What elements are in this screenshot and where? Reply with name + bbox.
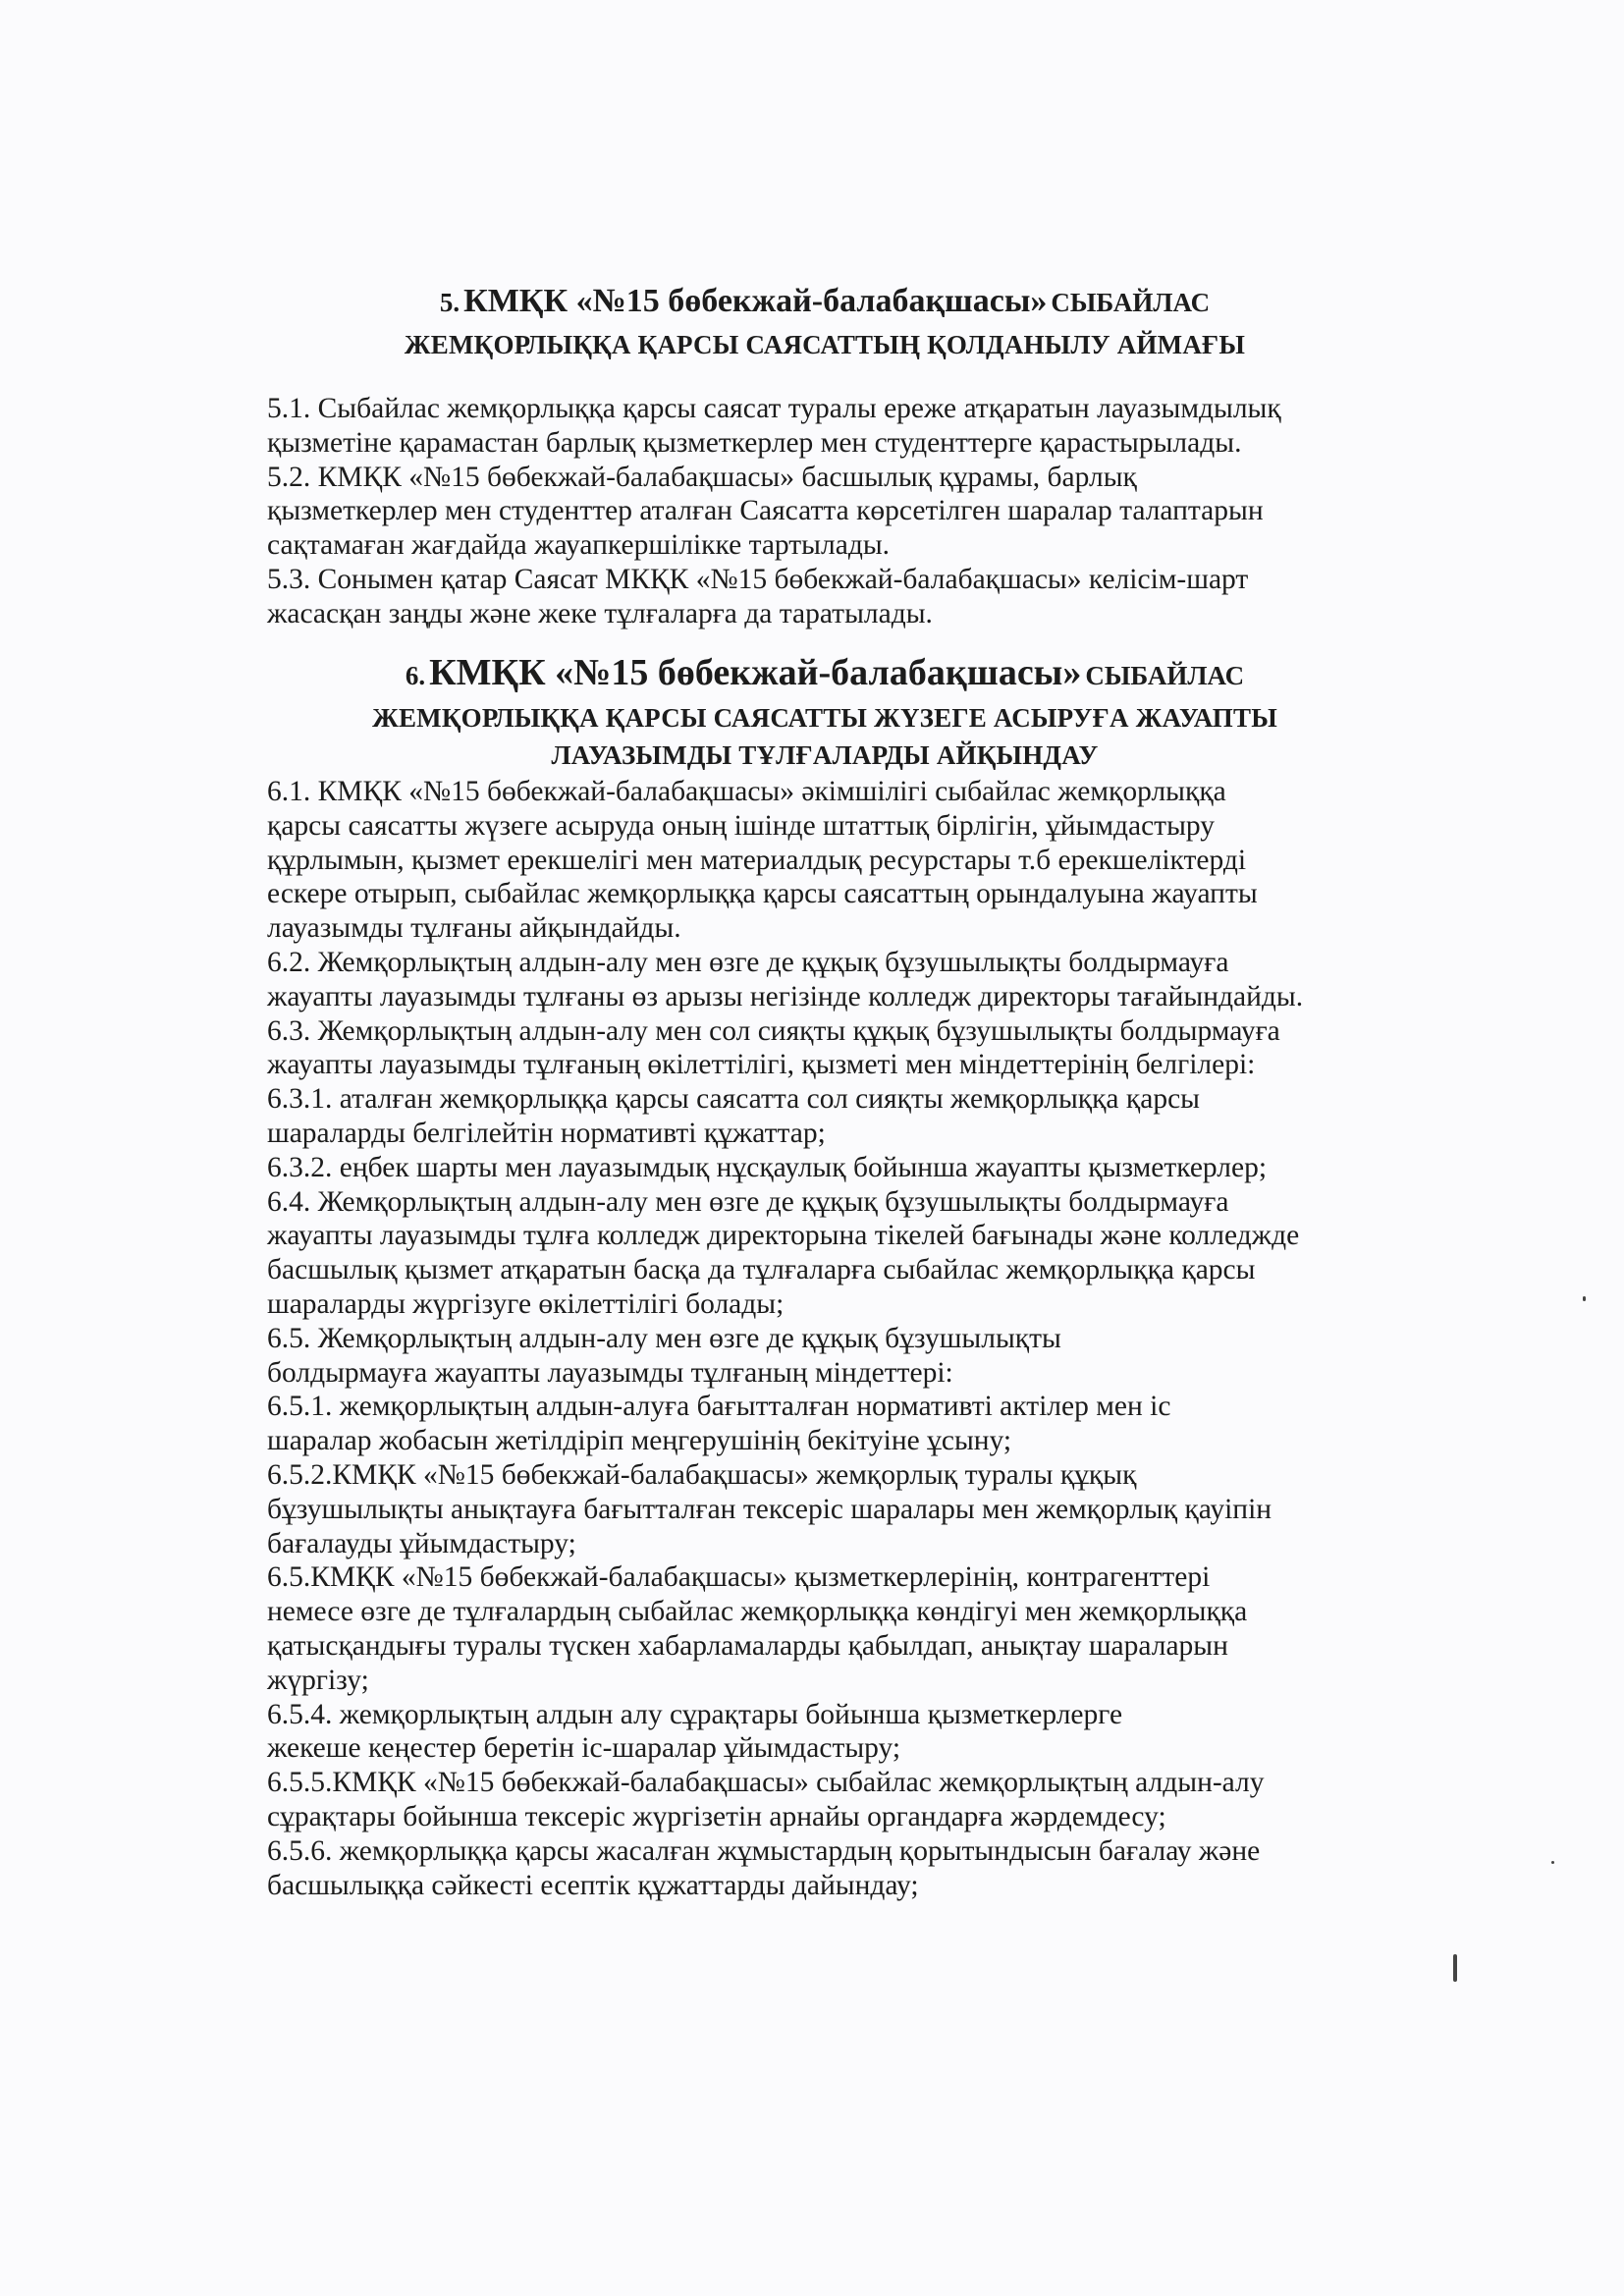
text-line: қатысқандығы туралы түскен хабарламаларды қабылдап, анықтау шараларын	[267, 1629, 1228, 1662]
text-line: сұрақтары бойынша тексеріс жүргізетін арнайы органдарға жәрдемдесу;	[267, 1800, 1166, 1832]
text-line: болдырмауға жауапты лауазымды тұлғаның міндеттері:	[267, 1356, 953, 1389]
text-line: 6.5.1. жемқорлықтың алдын-алуға бағытталған нормативті актілер мен іс	[267, 1391, 1171, 1423]
section-6-heading	[255, 654, 1394, 774]
text-line: 6.3.1. аталған жемқорлыққа қарсы саясатта сол сияқты жемқорлыққа қарсы	[267, 1083, 1200, 1116]
text-line: басшылық қызмет атқаратын басқа да тұлғаларға сыбайлас жемқорлыққа қарсы	[267, 1254, 1256, 1286]
text-line: 6.3.2. еңбек шарты мен лауазымдық нұсқаулық бойынша жауапты қызметкерлер;	[267, 1151, 1268, 1183]
text-line: 6.1. КМҚК «№15 бөбекжай-балабақшасы» әкімшілігі сыбайлас жемқорлыққа	[267, 776, 1226, 807]
section-6-heading-line2: ЖЕМҚОРЛЫҚҚА ҚАРСЫ САЯСАТТЫ ЖҮЗЕГЕ АСЫРУҒА ЖАУАПТЫ	[372, 703, 1277, 733]
text-line: жауапты лауазымды тұлғаның өкілеттілігі, қызметі мен міндеттерінің белгілері:	[267, 1049, 1256, 1081]
text-line: басшылыққа сәйкесті есептік құжаттарды дайындау;	[267, 1869, 919, 1901]
text-line: 6.5.5.КМҚК «№15 бөбекжай-балабақшасы» сыбайлас жемқорлықтың алдын-алу	[267, 1767, 1265, 1799]
section-5-heading	[255, 283, 1394, 363]
text-line: 6.3. Жемқорлықтың алдын-алу мен сол сияқты құқық бұзушылықты болдырмауға	[267, 1014, 1280, 1047]
section-6-heading-line3: ЛАУАЗЫМДЫ ТҰЛҒАЛАРДЫ АЙҚЫНДАУ	[551, 740, 1099, 770]
text-line: 6.5.6. жемқорлыққа қарсы жасалған жұмыстардың қорытындысын бағалау және	[267, 1834, 1261, 1867]
text-line: шараларды жүргізуге өкілеттілігі болады;	[267, 1287, 785, 1320]
text-line: 6.5. Жемқорлықтың алдын-алу мен өзге де құқық бұзушылықты	[267, 1322, 1061, 1354]
section-6-title: КМҚК «№15 бөбекжай-балабақшасы»	[429, 652, 1082, 693]
text-line: 5.1. Сыбайлас жемқорлыққа қарсы саясат туралы ереже атқаратын лауазымдылық	[267, 393, 1281, 424]
scan-speck	[1583, 1296, 1586, 1301]
text-line: қызметкерлер мен студенттер аталған Саясатта көрсетілген шаралар талаптарын	[267, 495, 1264, 527]
text-line: жекеше кеңестер беретін іс-шаралар ұйымдастыру;	[267, 1732, 901, 1765]
text-line: бұзушылықты анықтауға бағытталған тексеріс шаралары мен жемқорлық қауіпін	[267, 1493, 1272, 1525]
text-line: 6.5.КМҚК «№15 бөбекжай-балабақшасы» қызметкерлерінің, контрагенттері	[267, 1561, 1211, 1594]
scan-speck	[1551, 1861, 1554, 1864]
text-line: 5.3. Сонымен қатар Саясат МКҚК «№15 бөбекжай-балабақшасы» келісім-шарт	[267, 563, 1249, 595]
text-line: қызметіне қарамастан барлық қызметкерлер мен студенттерге қарастырылады.	[267, 426, 1242, 459]
text-line: 6.5.4. жемқорлықтың алдын алу сұрақтары бойынша қызметкерлерге	[267, 1698, 1123, 1730]
text-line: шаралар жобасын жетілдіріп меңгерушінің бекітуіне ұсыну;	[267, 1425, 1012, 1457]
section-5-number: 5.	[439, 288, 460, 317]
text-line: 6.4. Жемқорлықтың алдын-алу мен өзге де құқық бұзушылықты болдырмауға	[267, 1185, 1229, 1218]
text-line: сақтамаған жағдайда жауапкершілікке тартылады.	[267, 529, 891, 562]
text-line: құрлымын, қызмет ерекшелігі мен материалдық ресурстары т.б ерекшеліктерді	[267, 844, 1247, 876]
section-5-heading-line1	[255, 283, 1394, 326]
section-5-title-rest: СЫБАЙЛАС	[1051, 288, 1211, 317]
section-5-title: КМҚК «№15 бөбекжай-балабақшасы»	[463, 283, 1048, 319]
scan-speck	[1453, 1954, 1457, 1982]
text-line: 6.5.2.КМҚК «№15 бөбекжай-балабақшасы» жемқорлық туралы құқық	[267, 1458, 1137, 1491]
text-line: жауапты лауазымды тұлғаны өз арызы негізінде колледж директоры тағайындайды.	[267, 980, 1304, 1012]
text-line: 5.2. КМҚК «№15 бөбекжай-балабақшасы» басшылық құрамы, барлық	[267, 461, 1137, 493]
text-line: ескере отырып, сыбайлас жемқорлыққа қарсы саясаттың орындалуына жауапты	[267, 878, 1258, 910]
section-6-title-rest: СЫБАЙЛАС	[1085, 661, 1245, 690]
text-line: қарсы саясатты жүзеге асыруда оның ішінде штаттық бірлігін, ұйымдастыру	[267, 809, 1216, 842]
text-line: 6.2. Жемқорлықтың алдын-алу мен өзге де құқық бұзушылықты болдырмауға	[267, 946, 1229, 978]
text-line: жүргізу;	[267, 1664, 369, 1696]
section-6-heading-line1	[255, 654, 1394, 699]
section-5-heading-line2: ЖЕМҚОРЛЫҚҚА ҚАРСЫ САЯСАТТЫҢ ҚОЛДАНЫЛУ АЙМАҒЫ	[404, 330, 1246, 359]
text-line: лауазымды тұлғаны айқындайды.	[267, 912, 681, 945]
section-5-body	[267, 392, 1416, 631]
text-line: шараларды белгілейтін нормативті құжаттар;	[267, 1117, 826, 1149]
text-line: жасасқан заңды және жеке тұлғаларға да таратылады.	[267, 597, 933, 629]
text-line: жауапты лауазымды тұлға колледж директорына тікелей бағынады және колледжде	[267, 1220, 1300, 1252]
text-line: немесе өзге де тұлғалардың сыбайлас жемқорлыққа көндігуі мен жемқорлыққа	[267, 1596, 1248, 1628]
section-6-body	[267, 775, 1416, 1902]
section-6-number: 6.	[405, 661, 426, 690]
text-line: бағалауды ұйымдастыру;	[267, 1527, 576, 1559]
